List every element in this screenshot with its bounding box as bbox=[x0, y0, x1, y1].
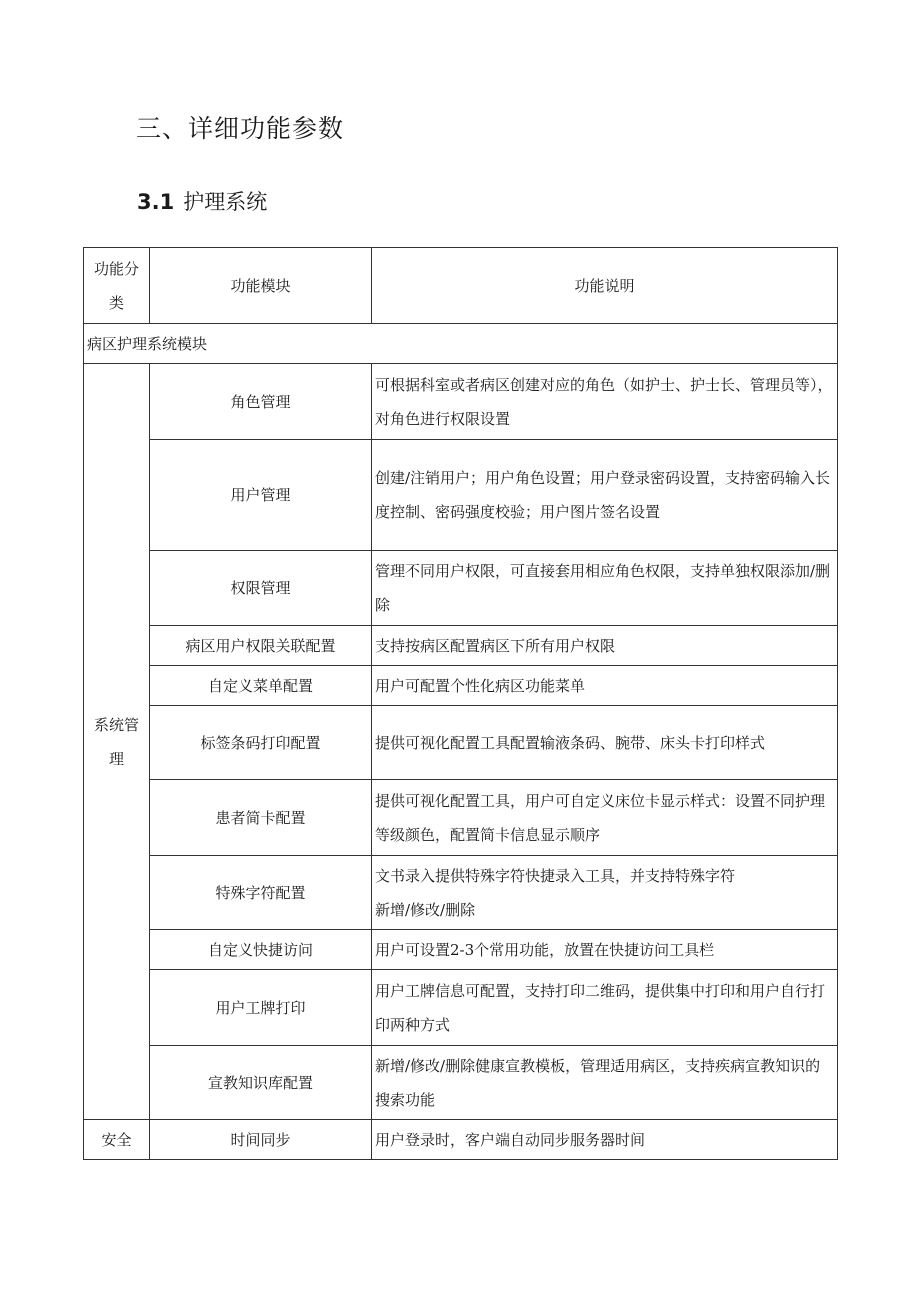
description-cell bbox=[372, 856, 838, 930]
subsection-heading bbox=[137, 187, 267, 217]
category-cell-system: 系统管理 bbox=[84, 364, 150, 1120]
module-cell: 自定义菜单配置 bbox=[150, 666, 372, 706]
description-cell: 提供可视化配置工具，用户可自定义床位卡显示样式：设置不同护理等级颜色，配置简卡信息显示顺序 bbox=[372, 780, 838, 856]
module-cell: 宣教知识库配置 bbox=[150, 1046, 372, 1120]
module-cell: 时间同步 bbox=[150, 1120, 372, 1160]
table-row bbox=[84, 970, 838, 1046]
subsection-number: 3.1 bbox=[137, 190, 175, 214]
module-cell: 标签条码打印配置 bbox=[150, 706, 372, 780]
description-cell: 用户工牌信息可配置，支持打印二维码，提供集中打印和用户自行打印两种方式 bbox=[372, 970, 838, 1046]
function-parameter-table bbox=[83, 247, 838, 1160]
module-cell: 病区用户权限关联配置 bbox=[150, 626, 372, 666]
description-line: 文书录入提供特殊字符快捷录入工具，并支持特殊字符 bbox=[375, 866, 736, 885]
section-row bbox=[84, 324, 838, 364]
header-category: 功能分类 bbox=[84, 248, 150, 324]
table-header-row bbox=[84, 248, 838, 324]
table-row bbox=[84, 626, 838, 666]
table-row bbox=[84, 666, 838, 706]
module-cell: 用户管理 bbox=[150, 440, 372, 551]
description-cell: 提供可视化配置工具配置输液条码、腕带、床头卡打印样式 bbox=[372, 706, 838, 780]
module-cell: 患者简卡配置 bbox=[150, 780, 372, 856]
section-title: 病区护理系统模块 bbox=[84, 324, 838, 364]
table-row bbox=[84, 551, 838, 626]
table-row bbox=[84, 364, 838, 440]
category-cell-security: 安全 bbox=[84, 1120, 150, 1160]
description-cell: 可根据科室或者病区创建对应的角色（如护士、护士长、管理员等），对角色进行权限设置 bbox=[372, 364, 838, 440]
table-row bbox=[84, 1046, 838, 1120]
table-row bbox=[84, 706, 838, 780]
description-cell: 用户可配置个性化病区功能菜单 bbox=[372, 666, 838, 706]
header-module: 功能模块 bbox=[150, 248, 372, 324]
module-cell: 权限管理 bbox=[150, 551, 372, 626]
table-row bbox=[84, 440, 838, 551]
section-heading: 三、详细功能参数 bbox=[136, 114, 345, 143]
module-cell: 用户工牌打印 bbox=[150, 970, 372, 1046]
description-cell: 管理不同用户权限，可直接套用相应角色权限，支持单独权限添加/删除 bbox=[372, 551, 838, 626]
header-description: 功能说明 bbox=[372, 248, 838, 324]
table-row bbox=[84, 780, 838, 856]
description-cell: 用户可设置2-3个常用功能，放置在快捷访问工具栏 bbox=[372, 930, 838, 970]
table-row bbox=[84, 930, 838, 970]
description-cell: 支持按病区配置病区下所有用户权限 bbox=[372, 626, 838, 666]
description-cell: 新增/修改/删除健康宣教模板，管理适用病区，支持疾病宣教知识的搜索功能 bbox=[372, 1046, 838, 1120]
table-row bbox=[84, 856, 838, 930]
table-row bbox=[84, 1120, 838, 1160]
module-cell: 角色管理 bbox=[150, 364, 372, 440]
description-cell: 用户登录时，客户端自动同步服务器时间 bbox=[372, 1120, 838, 1160]
description-line: 新增/修改/删除 bbox=[375, 900, 476, 919]
module-cell: 特殊字符配置 bbox=[150, 856, 372, 930]
module-cell: 自定义快捷访问 bbox=[150, 930, 372, 970]
description-cell: 创建/注销用户；用户角色设置；用户登录密码设置，支持密码输入长度控制、密码强度校验；用户图片签名设置 bbox=[372, 440, 838, 551]
subsection-title: 护理系统 bbox=[183, 190, 268, 214]
